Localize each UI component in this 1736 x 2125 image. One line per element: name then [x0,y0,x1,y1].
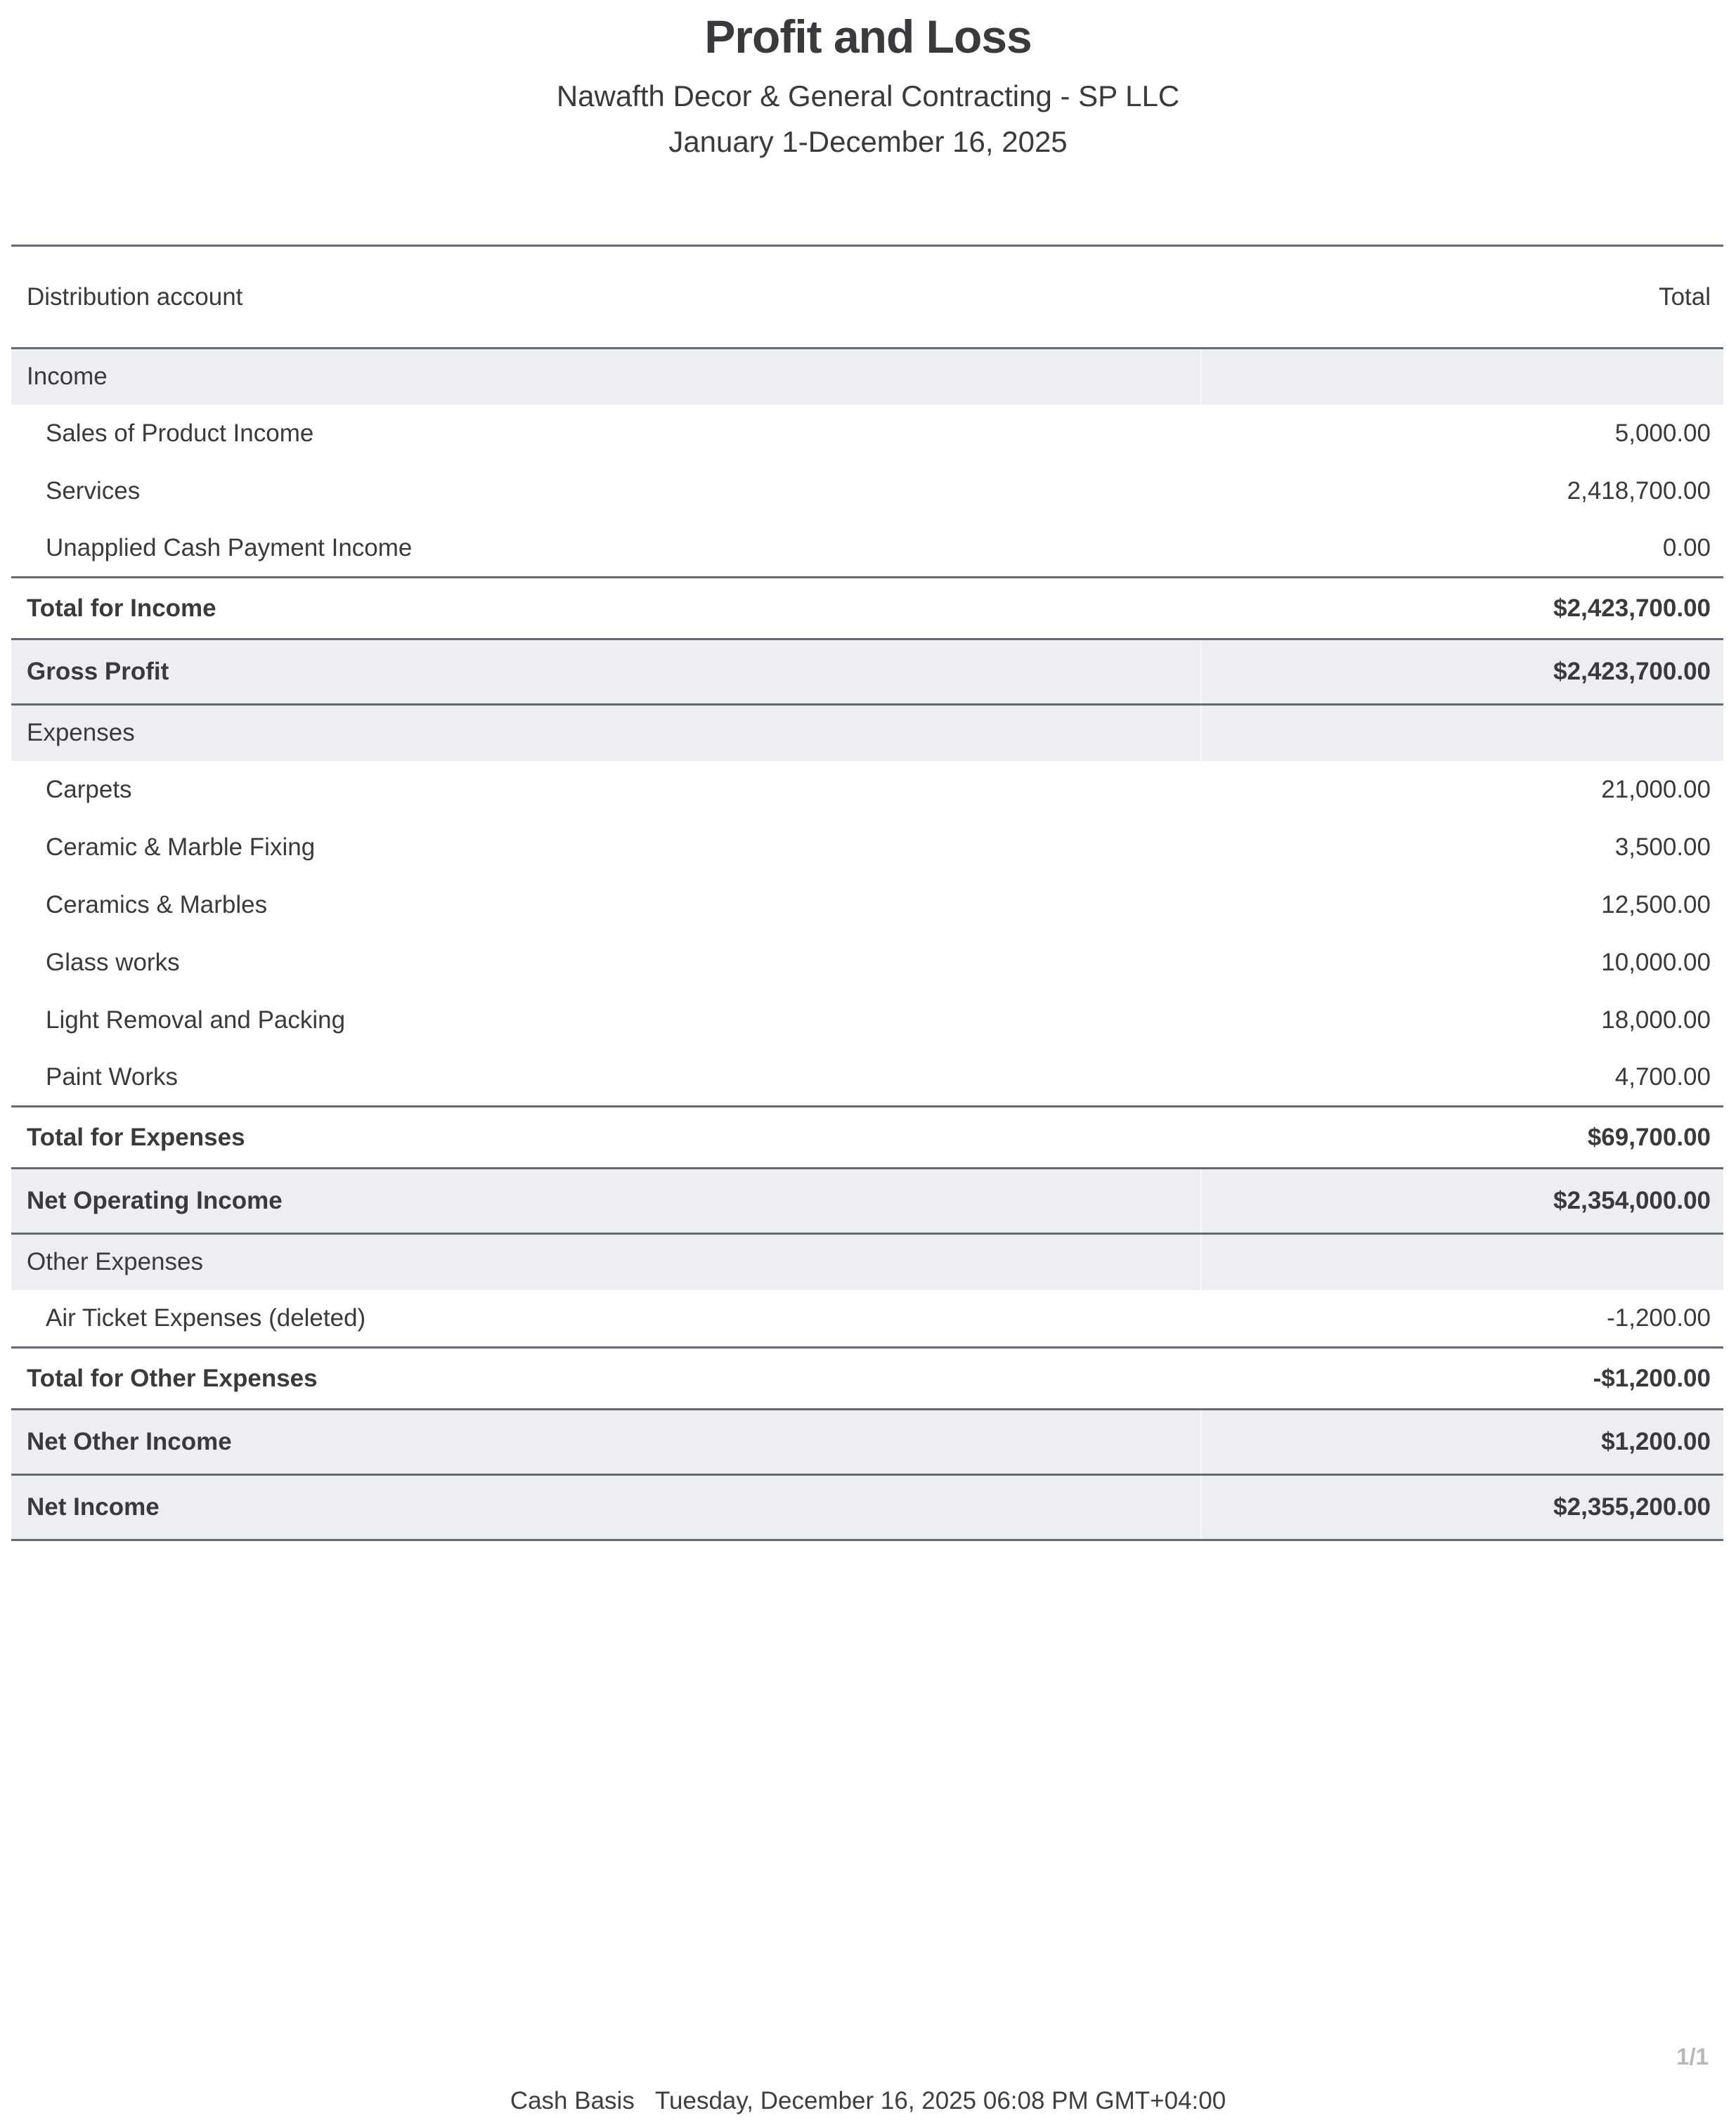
profit-and-loss-table [11,245,1723,1541]
row-label: Sales of Product Income [11,405,1201,462]
table-row-summary [11,1169,1723,1234]
table-row-account [11,992,1723,1049]
row-amount: 0.00 [1201,520,1723,578]
table-row-account [11,761,1723,819]
table-row-account [11,405,1723,462]
row-label: Ceramic & Marble Fixing [11,819,1201,876]
table-row-account [11,934,1723,992]
row-amount: -1,200.00 [1201,1290,1723,1348]
table-header-row [11,246,1723,349]
report-timestamp: Tuesday, December 16, 2025 06:08 PM GMT+04:00 [654,2087,1226,2114]
table-row-section [11,1234,1723,1290]
row-amount: $69,700.00 [1201,1107,1723,1169]
report-period: January 1-December 16, 2025 [668,124,1068,158]
row-amount: $1,200.00 [1201,1410,1723,1475]
table-row-account [11,520,1723,578]
row-amount [1201,705,1723,761]
table-row-summary [11,1475,1723,1540]
report-header [0,0,1736,245]
table-row-summary [11,639,1723,705]
row-amount: 21,000.00 [1201,761,1723,819]
table-row-account [11,876,1723,934]
report-table-body [11,349,1723,1540]
row-amount: $2,423,700.00 [1201,578,1723,639]
row-label: Total for Other Expenses [11,1348,1201,1410]
accounting-basis-label: Cash Basis [510,2087,635,2114]
row-amount: $2,355,200.00 [1201,1475,1723,1540]
table-row-account [11,462,1723,520]
row-label: Income [11,349,1201,405]
row-label: Air Ticket Expenses (deleted) [11,1290,1201,1348]
report-title: Profit and Loss [704,11,1032,63]
row-label: Light Removal and Packing [11,992,1201,1049]
table-row-account [11,1049,1723,1107]
row-label: Ceramics & Marbles [11,876,1201,934]
report-company: Nawafth Decor & General Contracting - SP LLC [556,79,1180,112]
row-label: Other Expenses [11,1234,1201,1290]
row-label: Net Income [11,1475,1201,1540]
row-label: Carpets [11,761,1201,819]
column-header-distribution-account: Distribution account [11,246,1201,349]
row-label: Total for Income [11,578,1201,639]
row-label: Paint Works [11,1049,1201,1107]
row-label: Net Other Income [11,1410,1201,1475]
row-amount [1201,349,1723,405]
row-label: Glass works [11,934,1201,992]
row-label: Unapplied Cash Payment Income [11,520,1201,578]
row-label: Total for Expenses [11,1107,1201,1169]
row-amount: 18,000.00 [1201,992,1723,1049]
row-label: Expenses [11,705,1201,761]
row-amount: 4,700.00 [1201,1049,1723,1107]
row-amount [1201,1234,1723,1290]
table-row-account [11,819,1723,876]
row-amount: 12,500.00 [1201,876,1723,934]
table-row-total [11,578,1723,639]
row-amount: 2,418,700.00 [1201,462,1723,520]
table-row-section [11,705,1723,761]
row-amount: 10,000.00 [1201,934,1723,992]
table-row-section [11,349,1723,405]
row-amount: 3,500.00 [1201,819,1723,876]
table-row-total [11,1107,1723,1169]
row-amount: 5,000.00 [1201,405,1723,462]
row-amount: $2,354,000.00 [1201,1169,1723,1234]
table-row-total [11,1348,1723,1410]
table-row-summary [11,1410,1723,1475]
table-row-account [11,1290,1723,1348]
column-header-total: Total [1201,246,1723,349]
row-amount: $2,423,700.00 [1201,639,1723,705]
row-amount: -$1,200.00 [1201,1348,1723,1410]
report-footer [0,2087,1736,2115]
row-label: Services [11,462,1201,520]
page-indicator: 1/1 [1676,2043,1709,2069]
row-label: Gross Profit [11,639,1201,705]
row-label: Net Operating Income [11,1169,1201,1234]
